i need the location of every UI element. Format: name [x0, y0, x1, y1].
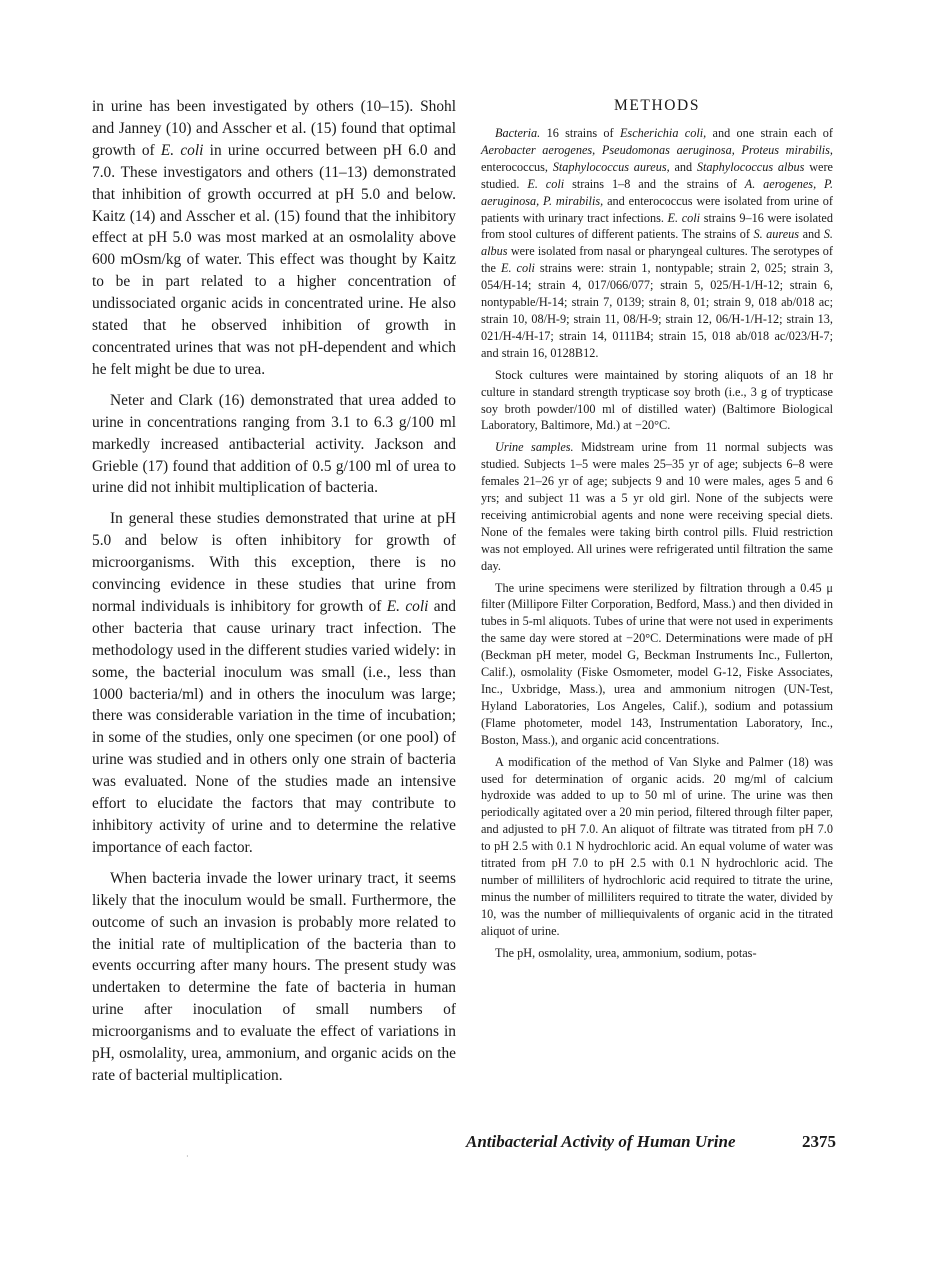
italic-term: Escherichia coli, — [619, 126, 707, 140]
italic-term: E. coli — [500, 261, 535, 276]
italic-term: E. coli — [667, 210, 701, 225]
running-title: Antibacterial Activity of Human Urine — [466, 1132, 736, 1151]
italic-term: E. coli — [527, 176, 565, 191]
italic-term: E. coli — [386, 597, 429, 615]
run-in-heading: Bacteria. — [495, 126, 541, 140]
italic-term: E. coli — [160, 141, 204, 159]
paragraph: In general these studies demonstrated that urine at pH 5.0 and below is often inhibitory for growth of microorganisms. With this exception, there is no convincing evidence in these studies that urine from normal individuals is inhibitory for growth of E. coli and other bacteria that cause urinary tract infection. The methodology used in the different studies varied widely: in some, the bacterial inoculum was small (i.e., less than 1000 bacteria/ml) and in others the inoculum was large; there was considerable variation in the time of incubation; in some of the studies, only one specimen (or one pool) of urine was studied and in others only one strain of bacteria was evaluated. None of the studies made an intensive effort to elucidate the factors that may contribute to inhibitory activity of urine and to determine the relative importance of each factor. — [92, 510, 456, 856]
paragraph: A modification of the method of Van Slyke and Palmer (18) was used for determination of organic acids. 20 mg/ml of calcium hydroxide was added to up to 50 ml of urine. The urine was then periodically agitated over a 20 min period, filtered through filter paper, and adjusted to pH 7.0. An aliquot of filtrate was titrated from pH 7.0 to pH 2.5 with 0.1 N hydrochloric acid. An equal volume of water was titrated from pH 7.0 to pH 2.5 with 0.1 N hydrochloric acid. The number of milliliters of hydrochloric acid required to titrate the urine, minus the number of milliliters required to titrate the water, divided by 10, was the number of milliequivalents of organic acid in the titrated aliquot of urine. — [481, 754, 833, 938]
italic-term: Aerobacter aerogenes, Pseudomonas aeruginosa, Proteus mirabilis, — [481, 142, 833, 157]
page-number: 2375 — [802, 1132, 836, 1151]
paragraph: The urine specimens were sterilized by filtration through a 0.45 μ filter (Millipore Filter Corporation, Bedford, Mass.) and then divided in tubes in 5-ml aliquots. Tubes of urine that were not used in experiments the same day were stored at −20°C. Determinations were made of pH (Beckman pH meter, model G, Beckman Instruments Inc., Fullerton, Calif.), osmolality (Fiske Osmometer, model G-12, Fiske Associates, Inc., Uxbridge, Mass.), urea and ammonium nitrogen (UN-Test, Hyland Laboratories, Los Angeles, Calif.), sodium and potassium (Flame photometer, model 143, Instrumentation Laboratory, Inc., Boston, Mass.), and organic acid concentrations. — [481, 580, 833, 747]
print-mark: · — [186, 1152, 189, 1161]
paragraph: Neter and Clark (16) demonstrated that urea added to urine in concentrations ranging from 3.1 to 6.3 g/100 ml markedly increased antibacterial activity. Jackson and Grieble (17) found that addition of 0.5 g/100 ml of urea to urine did not inhibit multiplication of bacteria. — [92, 391, 456, 497]
left-column — [92, 96, 456, 1087]
paragraph: The pH, osmolality, urea, ammonium, sodium, potas- — [495, 945, 757, 960]
italic-term: S. aureus — [753, 227, 800, 242]
paragraph: When bacteria invade the lower urinary tract, it seems likely that the inoculum would be small. Furthermore, the outcome of such an invasion is probably more related to the initial rate of multiplication of the bacteria than to events occurring after many hours. The present study was undertaken to determine the fate of bacteria in human urine after inoculation of small numbers of microorganisms and to evaluate the effect of variations in pH, osmolality, urea, ammonium, and organic acids on the rate of bacterial multiplication. — [92, 869, 456, 1084]
paragraph-bacteria: Bacteria. 16 strains of Escherichia coli, and one strain each of Aerobacter aerogenes, Pseudomonas aeruginosa, Proteus mirabilis, enterococcus, Staphylococcus aureus, and Staphylococcus albus were studied. E. coli strains 1–8 and the strains of A. aerogenes, P. aeruginosa, P. mirabilis, and enterococcus were isolated from urine of patients with urinary tract infections. E. coli strains 9–16 were isolated from stool cultures of different patients. The strains of S. aureus and S. albus were isolated from nasal or pharyngeal cultures. The serotypes of the E. coli strains were: strain 1, nontypable; strain 2, 025; strain 3, 054/H-14; strain 4, 017/066/077; strain 5, 025/H-1/H-12; strain 6, nontypable/H-14; strain 7, 0139; strain 8, 01; strain 9, 018 ab/018 ac; strain 10, 08/H-9; strain 11, 08/H-9; strain 12, 06/H-1/H-12; strain 13, 021/H-4/H-17; strain 14, 0111B4; strain 15, 018 ab/018 ac/023/H-7; and strain 16, 0128B12. — [481, 126, 834, 360]
run-in-heading: Urine samples. — [495, 440, 574, 455]
right-column — [481, 96, 833, 962]
italic-term: A. aerogenes, P. aeruginosa, P. mirabilis, — [481, 176, 834, 208]
section-heading-methods: METHODS — [613, 97, 701, 114]
page-footer — [466, 1132, 836, 1152]
paragraph: Stock cultures were maintained by storing aliquots of an 18 hr culture in standard strength trypticase soy broth (i.e., 3 g of trypticase soy broth powder/100 ml of distilled water) (Baltimore Biological Laboratory, Baltimore, Md.) at −20°C. — [481, 367, 833, 433]
paragraph-urine-samples: Urine samples. Midstream urine from 11 normal subjects was studied. Subjects 1–5 were males 25–35 yr of age; subjects 6–8 were females 21–26 yr of age; subjects 9 and 10 were males, ages 5 and 6 yrs; and subject 11 was a 5 yr old girl. None of the subjects were receiving antimicrobial agents and none were receiving special diets. None of the females were taking birth control pills. Fluid restriction was not employed. All urines were refrigerated until filtration the same day. — [481, 440, 833, 573]
italic-term: Staphylococcus aureus, — [552, 159, 670, 174]
italic-term: S. albus — [481, 227, 833, 259]
italic-term: Staphylococcus albus — [696, 159, 805, 174]
paragraph: in urine has been investigated by others (10–15). Shohl and Janney (10) and Asscher et al. (15) found that optimal growth of E. coli in urine occurred between pH 6.0 and 7.0. These investigators and others (11–13) demonstrated that inhibition of growth occurred at pH 5.0 and below. Kaitz (14) and Asscher et al. (15) found that the inhibitory effect at pH 5.0 was most marked at an osmolality above 600 mOsm/kg of water. This effect was thought by Kaitz to be in part related to a higher concentration of undissociated organic acids in concentrated urine. He also stated that he observed inhibition of growth in concentrated urines that was not pH-dependent and which he felt might be due to urea. — [92, 98, 456, 378]
